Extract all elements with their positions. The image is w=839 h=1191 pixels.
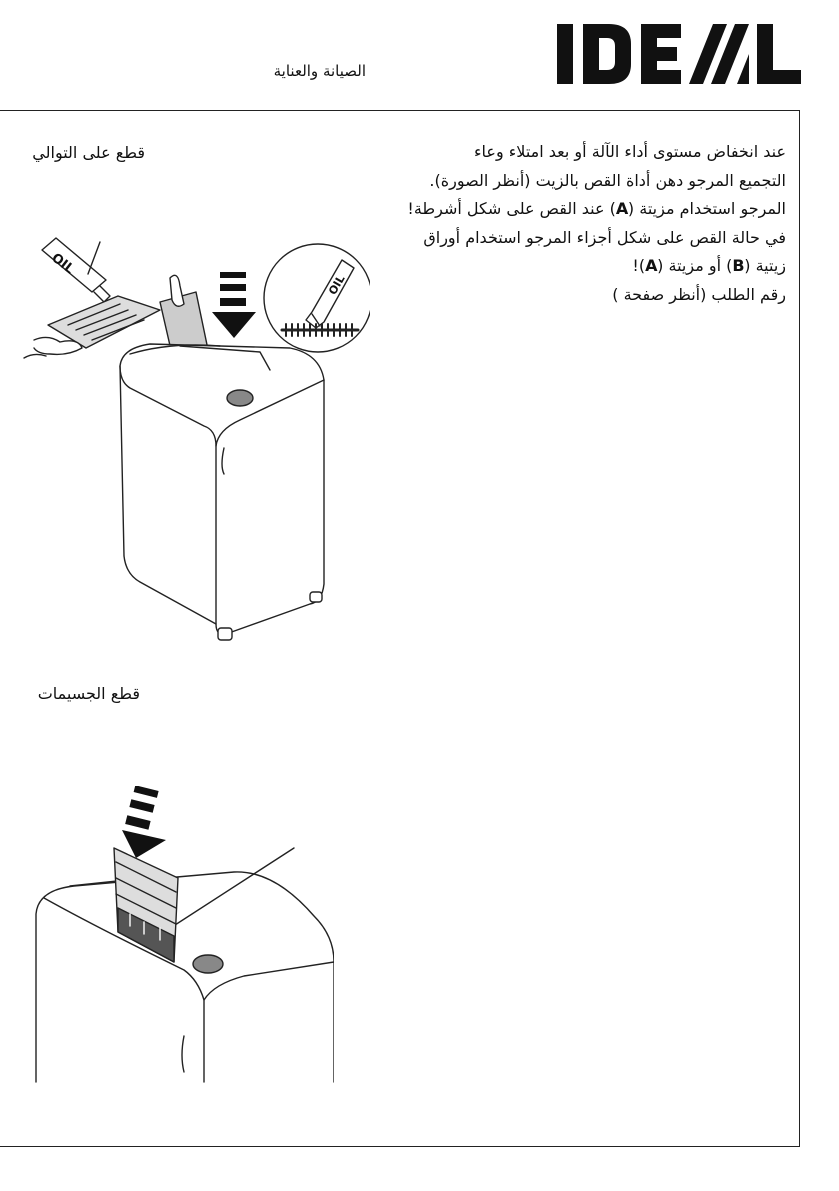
oil-label: OIL bbox=[48, 250, 77, 278]
shredder-body-icon bbox=[120, 344, 324, 640]
maintenance-instructions bbox=[407, 138, 786, 310]
oil-label-zoom: OIL bbox=[326, 272, 348, 298]
shredder-body-icon bbox=[36, 848, 334, 1082]
instruction-line-4: في حالة القص على شكل أجزاء المرجو استخدام أوراق bbox=[423, 227, 786, 247]
label-a: A bbox=[615, 199, 628, 219]
strip-cut-illustration bbox=[20, 230, 370, 650]
oil-bottle-icon bbox=[42, 238, 118, 310]
insert-arrow-icon bbox=[212, 272, 256, 338]
instruction-line-2: التجميع المرجو دهن أداة القص بالزيت (أنظر الصورة). bbox=[429, 170, 786, 190]
insert-arrow-icon bbox=[122, 786, 166, 858]
instruction-line-1: عند انخفاض مستوى أداء الآلة أو بعد امتلاء وعاء bbox=[474, 142, 786, 161]
instruction-line-5: زيتية (B) أو مزيتة (A)! bbox=[632, 256, 786, 276]
particle-cut-illustration bbox=[34, 786, 334, 1086]
label-b: B bbox=[732, 256, 745, 276]
strip-cut-heading: قطع على التوالي bbox=[32, 143, 145, 162]
instruction-line-3: المرجو استخدام مزيتة (A) عند القص على شكل أشرطة! bbox=[407, 199, 786, 219]
label-a-2: A bbox=[645, 256, 658, 276]
zoom-detail-icon bbox=[264, 244, 370, 352]
particle-cut-heading: قطع الجسيمات bbox=[37, 684, 140, 703]
brand-logo bbox=[557, 24, 801, 84]
instruction-line-6: رقم الطلب (أنظر صفحة ) bbox=[612, 284, 786, 304]
section-title: الصيانة والعناية bbox=[273, 62, 366, 80]
